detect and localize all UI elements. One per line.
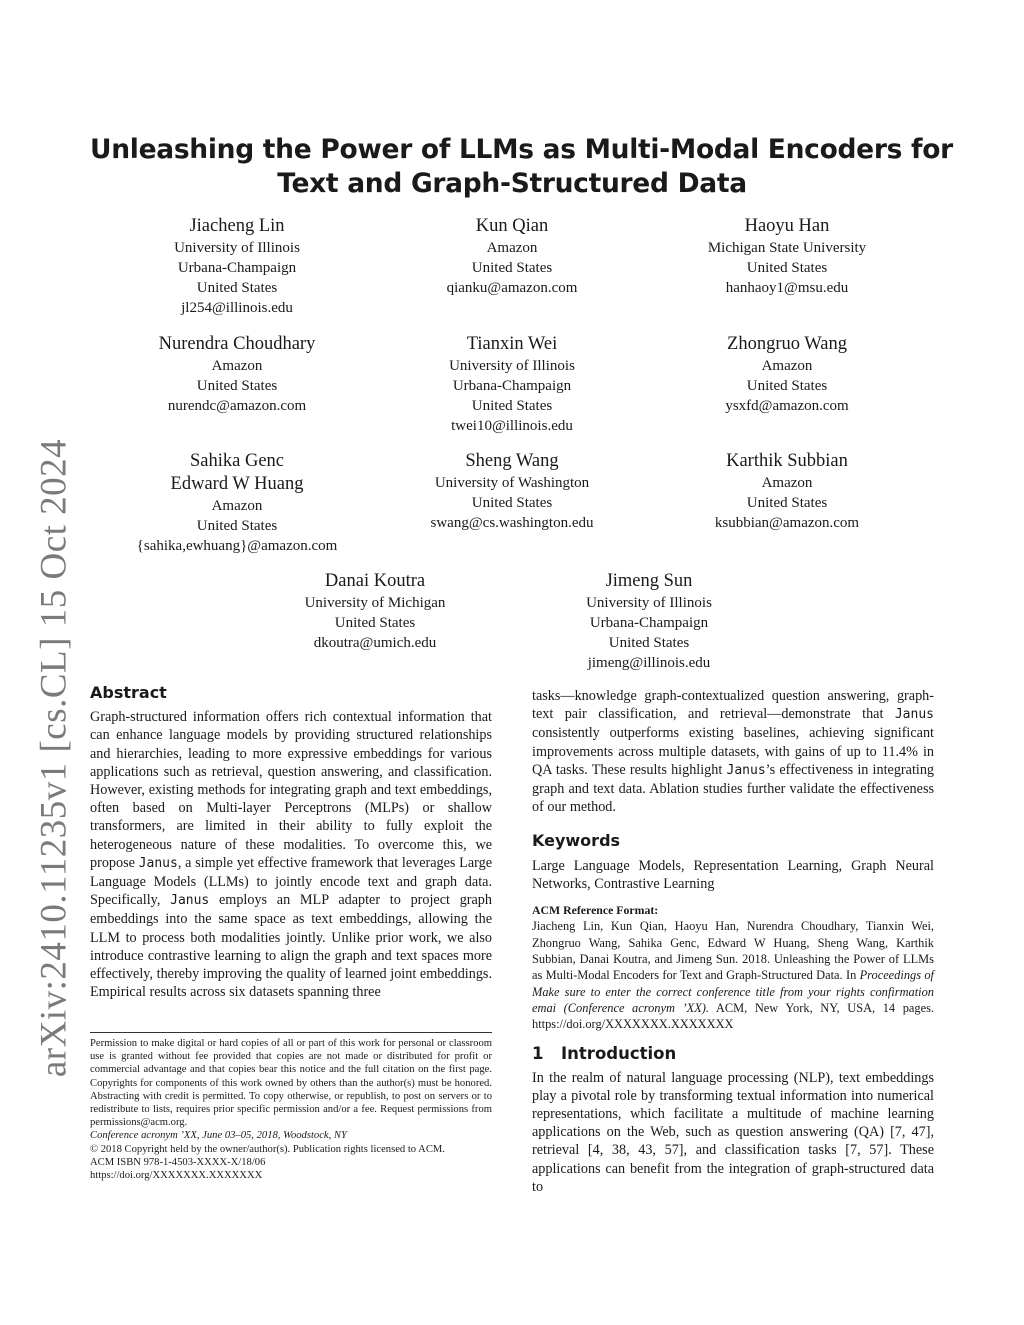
- acm-reference-heading: ACM Reference Format:: [532, 903, 659, 918]
- author-name: Jimeng Sun: [605, 571, 693, 591]
- abstract-text-part: tasks—knowledge graph-contextualized question answering, graph-text pair classification, and retrieval—demonstrate that: [532, 688, 934, 723]
- author-affiliation: Amazon: [211, 498, 263, 514]
- copyright-footnote: [90, 1037, 492, 1182]
- section-title: Introduction: [561, 1044, 677, 1064]
- author-name: Haoyu Han: [744, 216, 830, 236]
- author-country: United States: [746, 378, 828, 394]
- introduction-heading: [532, 1045, 934, 1064]
- author-block: [107, 215, 367, 318]
- author-email: jl254@illinois.edu: [181, 300, 293, 316]
- author-country: United States: [608, 635, 690, 651]
- doi-line: https://doi.org/XXXXXXX.XXXXXXX: [90, 1170, 263, 1182]
- copyright-line: © 2018 Copyright held by the owner/author(s). Publication rights licensed to ACM.: [90, 1143, 445, 1155]
- author-affiliation: Amazon: [761, 475, 813, 491]
- author-affiliation: Urbana-Champaign: [589, 615, 709, 631]
- author-email: nurendc@amazon.com: [167, 398, 307, 414]
- author-name: Sahika Genc: [189, 451, 284, 471]
- author-country: United States: [746, 495, 828, 511]
- author-name: Sheng Wang: [465, 451, 559, 471]
- abstract-text-part: employs an MLP adapter to project graph embeddings into the same space as text embeddings, allowing the LLM to process both modalities jointly. Unlike prior work, we also introduce contrastive learning to align the graph and text spaces more effectively, thereby improving the quality of learned joint embeddings. Empirical results across six datasets spanning three: [90, 892, 492, 1001]
- author-email: ksubbian@amazon.com: [714, 515, 860, 531]
- abstract-section: [90, 684, 492, 1001]
- author-email: twei10@illinois.edu: [451, 418, 573, 434]
- author-email: qianku@amazon.com: [446, 280, 578, 296]
- author-name: Edward W Huang: [170, 474, 304, 494]
- introduction-text: In the realm of natural language processing (NLP), text embeddings play a pivotal role by transforming textual information into numerical representations, which facilitate a multitude of machine learning applications on the Web, such as question answering (QA) [7, 47], retrieval [4, 38, 43, 57], and classification tasks [7, 57]. These applications can benefit from the integration of graph-structured data to: [532, 1069, 934, 1195]
- author-email: jimeng@illinois.edu: [587, 655, 711, 671]
- author-affiliation: Michigan State University: [707, 240, 867, 256]
- author-email: swang@cs.washington.edu: [430, 515, 594, 531]
- method-name: Janus: [726, 762, 766, 778]
- author-affiliation: Amazon: [211, 358, 263, 374]
- author-affiliation: University of Washington: [434, 475, 590, 491]
- author-affiliation: University of Illinois: [174, 240, 300, 256]
- author-name: Tianxin Wei: [466, 334, 558, 354]
- author-country: United States: [196, 518, 278, 534]
- author-block: [657, 215, 917, 298]
- author-name: Karthik Subbian: [726, 451, 848, 471]
- reference-text-part: Jiacheng Lin, Kun Qian, Haoyu Han, Nurendra Choudhary, Tianxin Wei, Zhongruo Wang, Sahika Genc, Edward W Huang, Sheng Wang, Karthik Subbian, Danai Koutra, and Jimeng Sun. 2018. Unleashing the Power of LLMs as Multi-Modal Encoders for Text and Graph-Structured Data. In: [532, 919, 934, 983]
- conference-info: Conference acronym ’XX, June 03–05, 2018, Woodstock, NY: [90, 1130, 347, 1142]
- method-name: Janus: [138, 855, 178, 871]
- author-email: hanhaoy1@msu.edu: [725, 280, 849, 296]
- author-country: United States: [196, 378, 278, 394]
- method-name: Janus: [170, 893, 210, 909]
- author-block: [382, 450, 642, 533]
- author-affiliation: Amazon: [761, 358, 813, 374]
- author-affiliation: Amazon: [486, 240, 538, 256]
- acm-reference-text: [532, 918, 934, 1032]
- footnote-divider: [90, 1032, 492, 1033]
- author-block: [382, 215, 642, 298]
- right-column: [532, 687, 934, 1196]
- abstract-heading: Abstract: [90, 683, 167, 702]
- author-affiliation: Urbana-Champaign: [452, 378, 572, 394]
- permission-notice: Permission to make digital or hard copies of all or part of this work for personal or classroom use is granted without fee provided that copies are not made or distributed for profit or commercial advantage and that copies bear this notice and the full citation on the first page. Copyrights for components of this work owned by others than the author(s) must be honored. Abstracting with credit is permitted. To copy otherwise, or republish, to post on servers or to redistribute to lists, requires prior specific permission and/or a fee. Request permissions from permissions@acm.org.: [90, 1038, 492, 1129]
- author-email: {sahika,ewhuang}@amazon.com: [136, 538, 338, 554]
- paper-title: [90, 133, 953, 201]
- author-country: United States: [746, 260, 828, 276]
- abstract-text: [90, 708, 492, 1001]
- arxiv-identifier: arXiv:2410.11235v1 [cs.CL] 15 Oct 2024: [33, 438, 75, 1078]
- author-affiliation: University of Illinois: [586, 595, 712, 611]
- author-name: Kun Qian: [475, 216, 549, 236]
- author-country: United States: [471, 260, 553, 276]
- section-number: 1: [532, 1044, 544, 1064]
- title-line-2: Text and Graph-Structured Data: [277, 168, 747, 199]
- author-country: United States: [471, 398, 553, 414]
- author-name: Jiacheng Lin: [189, 216, 285, 236]
- abstract-text-part: consistently outperforms existing baselines, achieving significant improvements across multiple datasets, with gains of up to 11.4% in QA tasks. These results highlight: [532, 725, 934, 778]
- author-email: ysxfd@amazon.com: [725, 398, 849, 414]
- method-name: Janus: [894, 707, 934, 723]
- abstract-text-part: , a simple yet effective framework that leverages Large Language Models (LLMs) to jointly encode text and graph data. Specifically,: [90, 854, 493, 909]
- author-affiliation: University of Illinois: [449, 358, 575, 374]
- author-country: United States: [334, 615, 416, 631]
- reference-venue: Proceedings of Make sure to enter the correct conference title from your rights confirmation emai (Conference acronym ’XX).: [532, 968, 934, 1015]
- author-country: United States: [471, 495, 553, 511]
- author-block: [657, 450, 917, 533]
- author-affiliation: University of Michigan: [304, 595, 446, 611]
- author-name: Zhongruo Wang: [727, 334, 847, 354]
- keywords-text: Large Language Models, Representation Learning, Graph Neural Networks, Contrastive Learning: [532, 857, 934, 892]
- author-block: [657, 333, 917, 416]
- reference-text-part: ACM, New York, NY, USA, 14 pages. https://doi.org/XXXXXXX.XXXXXXX: [532, 1000, 934, 1032]
- author-block: [382, 333, 642, 436]
- author-name: Danai Koutra: [324, 571, 426, 591]
- author-email: dkoutra@umich.edu: [313, 635, 437, 651]
- isbn-line: ACM ISBN 978-1-4503-XXXX-X/18/06: [90, 1156, 266, 1168]
- abstract-text-part: Graph-structured information offers rich contextual information that can enhance language models by providing structured relationships and hierarchies, leading to more expressive embeddings for various applications such as retrieval, question answering, and classification. However, existing methods for integrating graph and text embeddings, often based on Multi-layer Perceptrons (MLPs) or shallow transformers, are limited in their ability to fully exploit the heterogeneous nature of these modalities. To overcome this, we propose: [90, 709, 492, 871]
- abstract-text-part: ’s effectiveness in integrating graph and text data. Ablation studies further validate the effectiveness of our method.: [532, 761, 935, 816]
- author-block: [107, 450, 367, 556]
- title-line-1: Unleashing the Power of LLMs as Multi-Modal Encoders for: [90, 134, 953, 165]
- author-affiliation: Urbana-Champaign: [177, 260, 297, 276]
- author-country: United States: [196, 280, 278, 296]
- keywords-heading: Keywords: [532, 831, 621, 851]
- author-block: [519, 570, 779, 673]
- author-block: [245, 570, 505, 653]
- author-name: Nurendra Choudhary: [158, 334, 316, 354]
- author-block: [107, 333, 367, 416]
- abstract-continued: [532, 687, 934, 816]
